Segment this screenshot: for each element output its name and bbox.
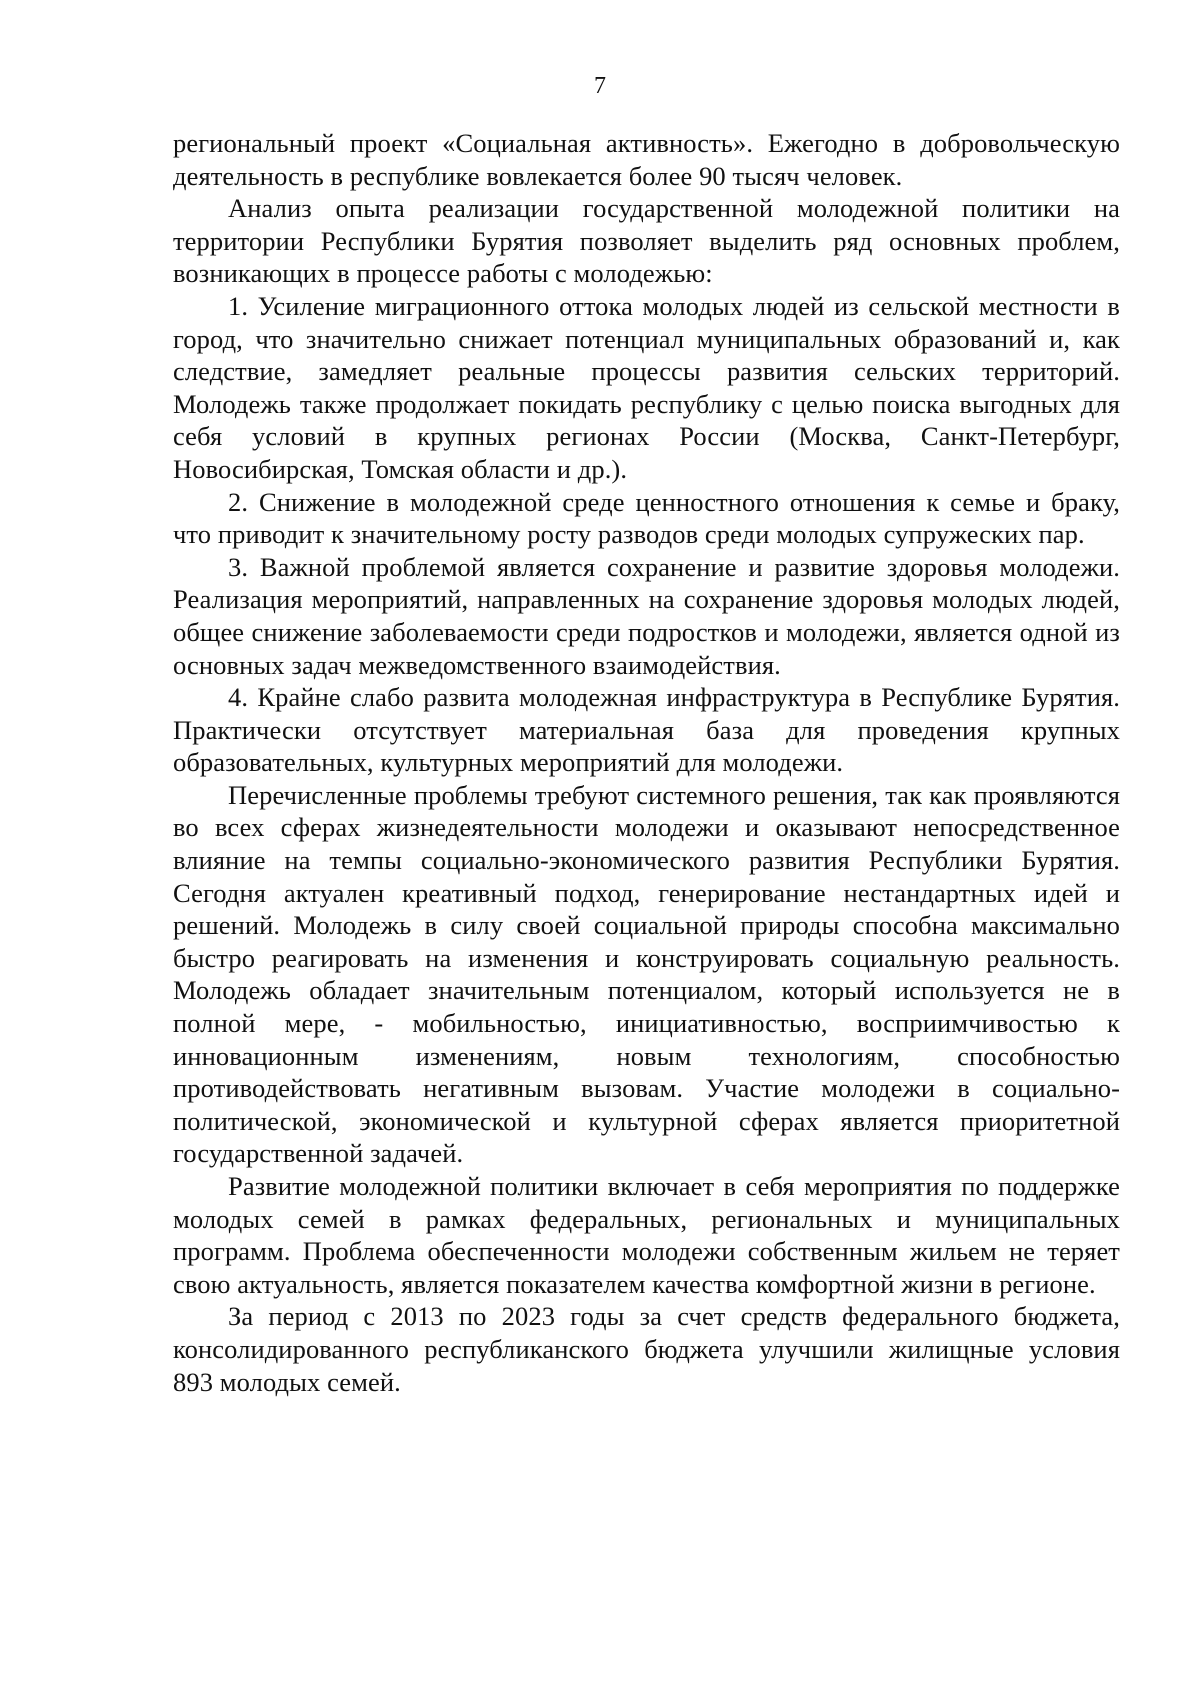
paragraph-housing-results: За период с 2013 по 2023 годы за счет средств федерального бюджета, консолидированного республиканского бюджета улучшили жилищные условия 893 молодых семей. (173, 1301, 1120, 1397)
paragraph-young-families: Развитие молодежной политики включает в себя мероприятия по поддержке молодых семей в рамках федеральных, региональных и муниципальных программ. Проблема обеспеченности молодежи собственным жильем не теряет свою актуальность, является показателем качества комфортной жизни в регионе. (173, 1171, 1120, 1299)
document-body (173, 127, 1120, 1398)
page-number: 7 (594, 73, 606, 99)
paragraph-continuation: региональный проект «Социальная активность». Ежегодно в добровольческую деятельность в республике вовлекается более 90 тысяч человек. (173, 128, 1120, 191)
paragraph-problem-4: 4. Крайне слабо развита молодежная инфраструктура в Республике Бурятия. Практически отсутствует материальная база для проведения крупных образовательных, культурных мероприятий для молодежи. (173, 682, 1120, 778)
paragraph-systemic-solution: Перечисленные проблемы требуют системного решения, так как проявляются во всех сферах жизнедеятельности молодежи и оказывают непосредственное влияние на темпы социально-экономического развития Республики Бурятия. Сегодня актуален креативный подход, генерирование нестандартных идей и решений. Молодежь в силу своей социальной природы способна максимально быстро реагировать на изменения и конструировать социальную реальность. Молодежь обладает значительным потенциалом, который используется не в полной мере, - мобильностью, инициативностью, восприимчивостью к инновационным изменениям, новым технологиям, способностью противодействовать негативным вызовам. Участие молодежи в социально-политической, экономической и культурной сферах является приоритетной государственной задачей. (173, 779, 1120, 1169)
paragraph-problem-1: 1. Усиление миграционного оттока молодых людей из сельской местности в город, что значительно снижает потенциал муниципальных образований и, как следствие, замедляет реальные процессы развития сельских территорий. Молодежь также продолжает покидать республику с целью поиска выгодных для себя условий в крупных регионах России (Москва, Санкт-Петербург, Новосибирская, Томская области и др.). (173, 290, 1120, 484)
paragraph-analysis-intro: Анализ опыта реализации государственной молодежной политики на территории Республики Бурятия позволяет выделить ряд основных проблем, возникающих в процессе работы с молодежью: (173, 193, 1120, 289)
paragraph-problem-3: 3. Важной проблемой является сохранение и развитие здоровья молодежи. Реализация мероприятий, направленных на сохранение здоровья молодых людей, общее снижение заболеваемости среди подростков и молодежи, является одной из основных задач межведомственного взаимодействия. (173, 551, 1120, 680)
paragraph-problem-2: 2. Снижение в молодежной среде ценностного отношения к семье и браку, что приводит к значительному росту разводов среди молодых супружеских пар. (173, 486, 1120, 550)
